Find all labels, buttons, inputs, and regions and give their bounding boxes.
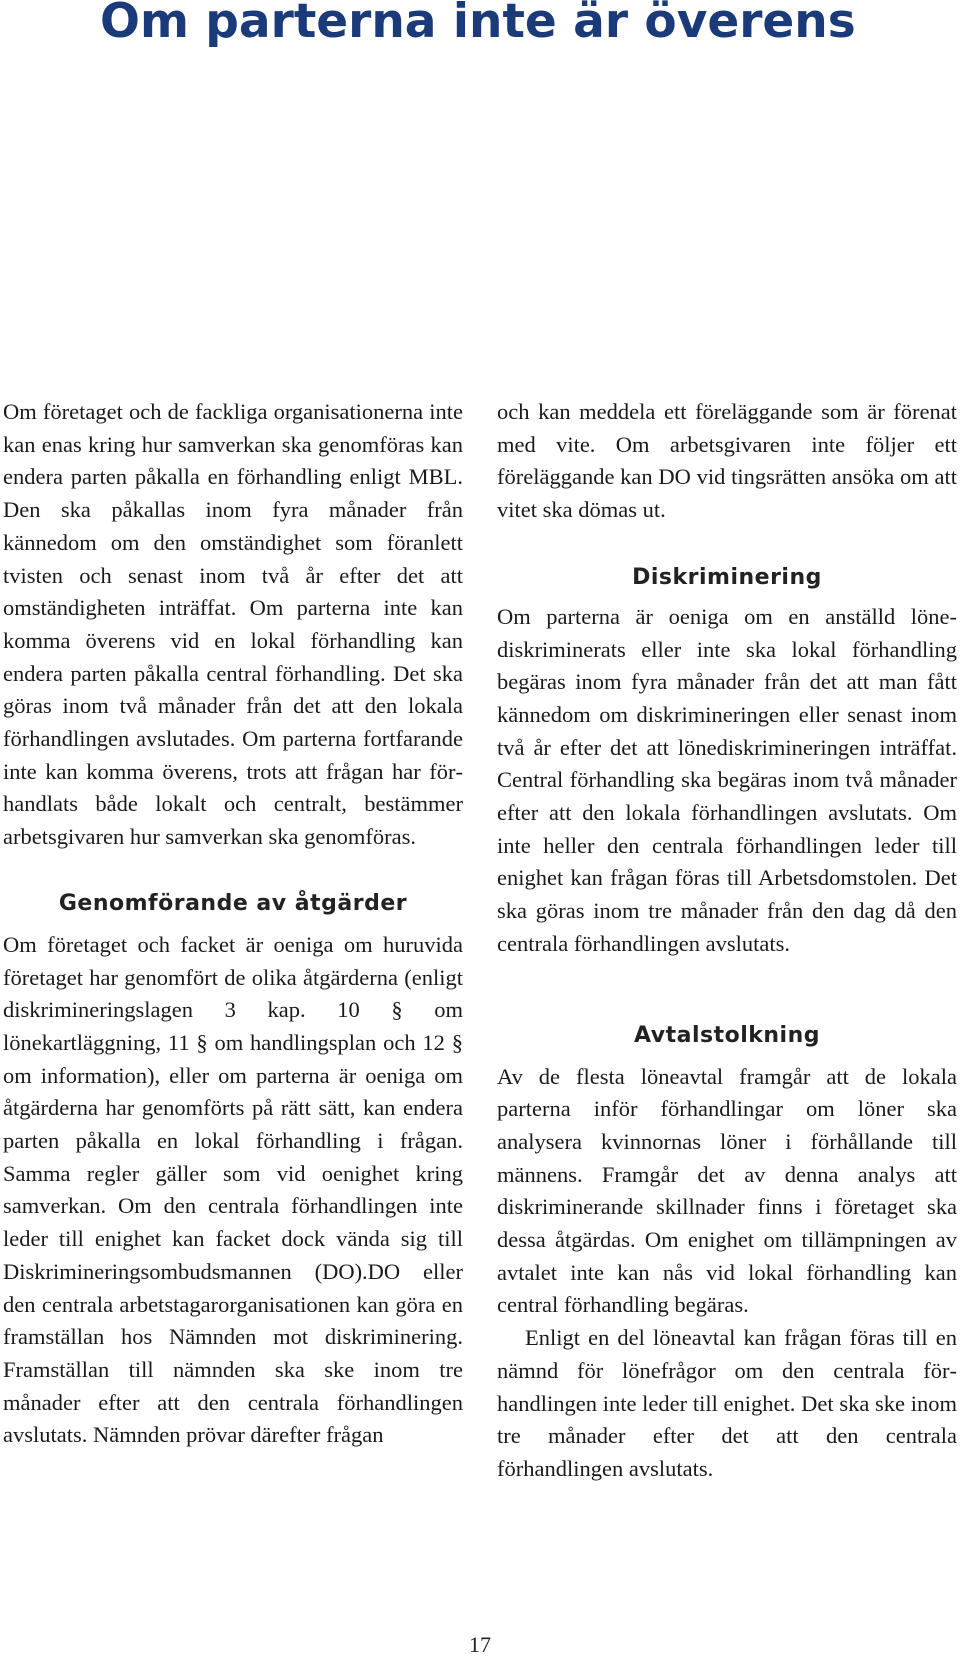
- intro-paragraph: Om företaget och de fackliga organisationerna inte kan enas kring hur samverkan ska genomföras kan endera parten påkalla en förhandling enligt MBL. Den ska påkallas inom fyra månader från kännedom om den omständighet som föranlett tvisten och senast inom två år efter det att omständigheten inträffat. Om parterna inte kan komma överens vid en lokal förhandling kan endera parten påkalla central förhandling. Det ska göras inom två månader från det att den lokala förhandlingen avslutades. Om parterna fortfarande inte kan komma överens, trots att frågan har förhandlats både lokalt och centralt, bestämmer arbetsgivaren hur samverkan ska genomföras.: [3, 399, 463, 850]
- continued-paragraph: och kan meddela ett föreläggande som är förenat med vite. Om arbetsgivaren inte följer ett föreläggande kan DO vid tingsrätten ansöka om att vitet ska dömas ut.: [497, 399, 957, 523]
- right-column: [497, 396, 957, 1486]
- section-heading-diskriminering: Diskriminering: [632, 564, 822, 590]
- page-title: Om parterna inte är överens: [100, 0, 856, 49]
- left-column: [3, 396, 463, 1452]
- avtalstolkning-paragraph-2: Enligt en del löneavtal kan frågan föras till en nämnd för lönefrågor om den centrala förhandlingen inte leder till enighet. Det ska ske inom tre månader efter det att den centrala förhandlingen avslutats.: [497, 1325, 957, 1481]
- section-heading-avtalstolkning: Avtalstolkning: [634, 1022, 820, 1048]
- section-heading-genomforande: Genomförande av åtgärder: [58, 890, 408, 916]
- page-number: 17: [469, 1632, 491, 1657]
- avtalstolkning-paragraph-1: Av de flesta löneavtal framgår att de lokala parterna inför förhandlingar om löner ska analysera kvinnornas löner i förhållande till männens. Framgår det av denna analys att diskriminerande skillnader finns i företaget ska dessa åtgärdas. Om enighet om tillämpningen av avtalet inte kan nås vid lokal förhandling kan central förhandling begäras.: [497, 1063, 957, 1318]
- diskriminering-paragraph: Om parterna är oeniga om en anställd lönediskriminerats eller inte ska lokal förhandling begäras inom fyra månader från det att man fått kännedom om diskrimineringen eller senast inom två år efter det att lönediskrimineringen inträffat. Central förhandling ska begäras inom två månader efter att den lokala förhandlingen avslutats. Om inte heller den centrala förhandlingen leder till enighet kan frågan föras till Arbetsdomstolen. Det ska göras inom tre månader från den dag då den centrala förhandlingen avslutats.: [497, 603, 957, 956]
- genomforande-paragraph: Om företaget och facket är oeniga om huruvida företaget har genomfört de olika åtgärderna (enligt diskrimineringslagen 3 kap. 10 § om lönekartläggning, 11 § om handlingsplan och 12 § om information), eller om parterna är oeniga om åtgärderna har genomförts på rätt sätt, kan endera parten påkalla en lokal förhandling i frågan. Samma regler gäller som vid oenighet kring samverkan. Om den centrala förhandlingen inte leder till enighet kan facket dock vända sig till Diskrimineringsombudsmannen (DO).DO eller den centrala arbetstagarorganisationen kan göra en framställan hos Nämnden mot diskriminering. Framställan till nämnden ska ske inom tre månader efter att den centrala förhandlingen avslutats. Nämnden prövar därefter frågan: [3, 931, 463, 1448]
